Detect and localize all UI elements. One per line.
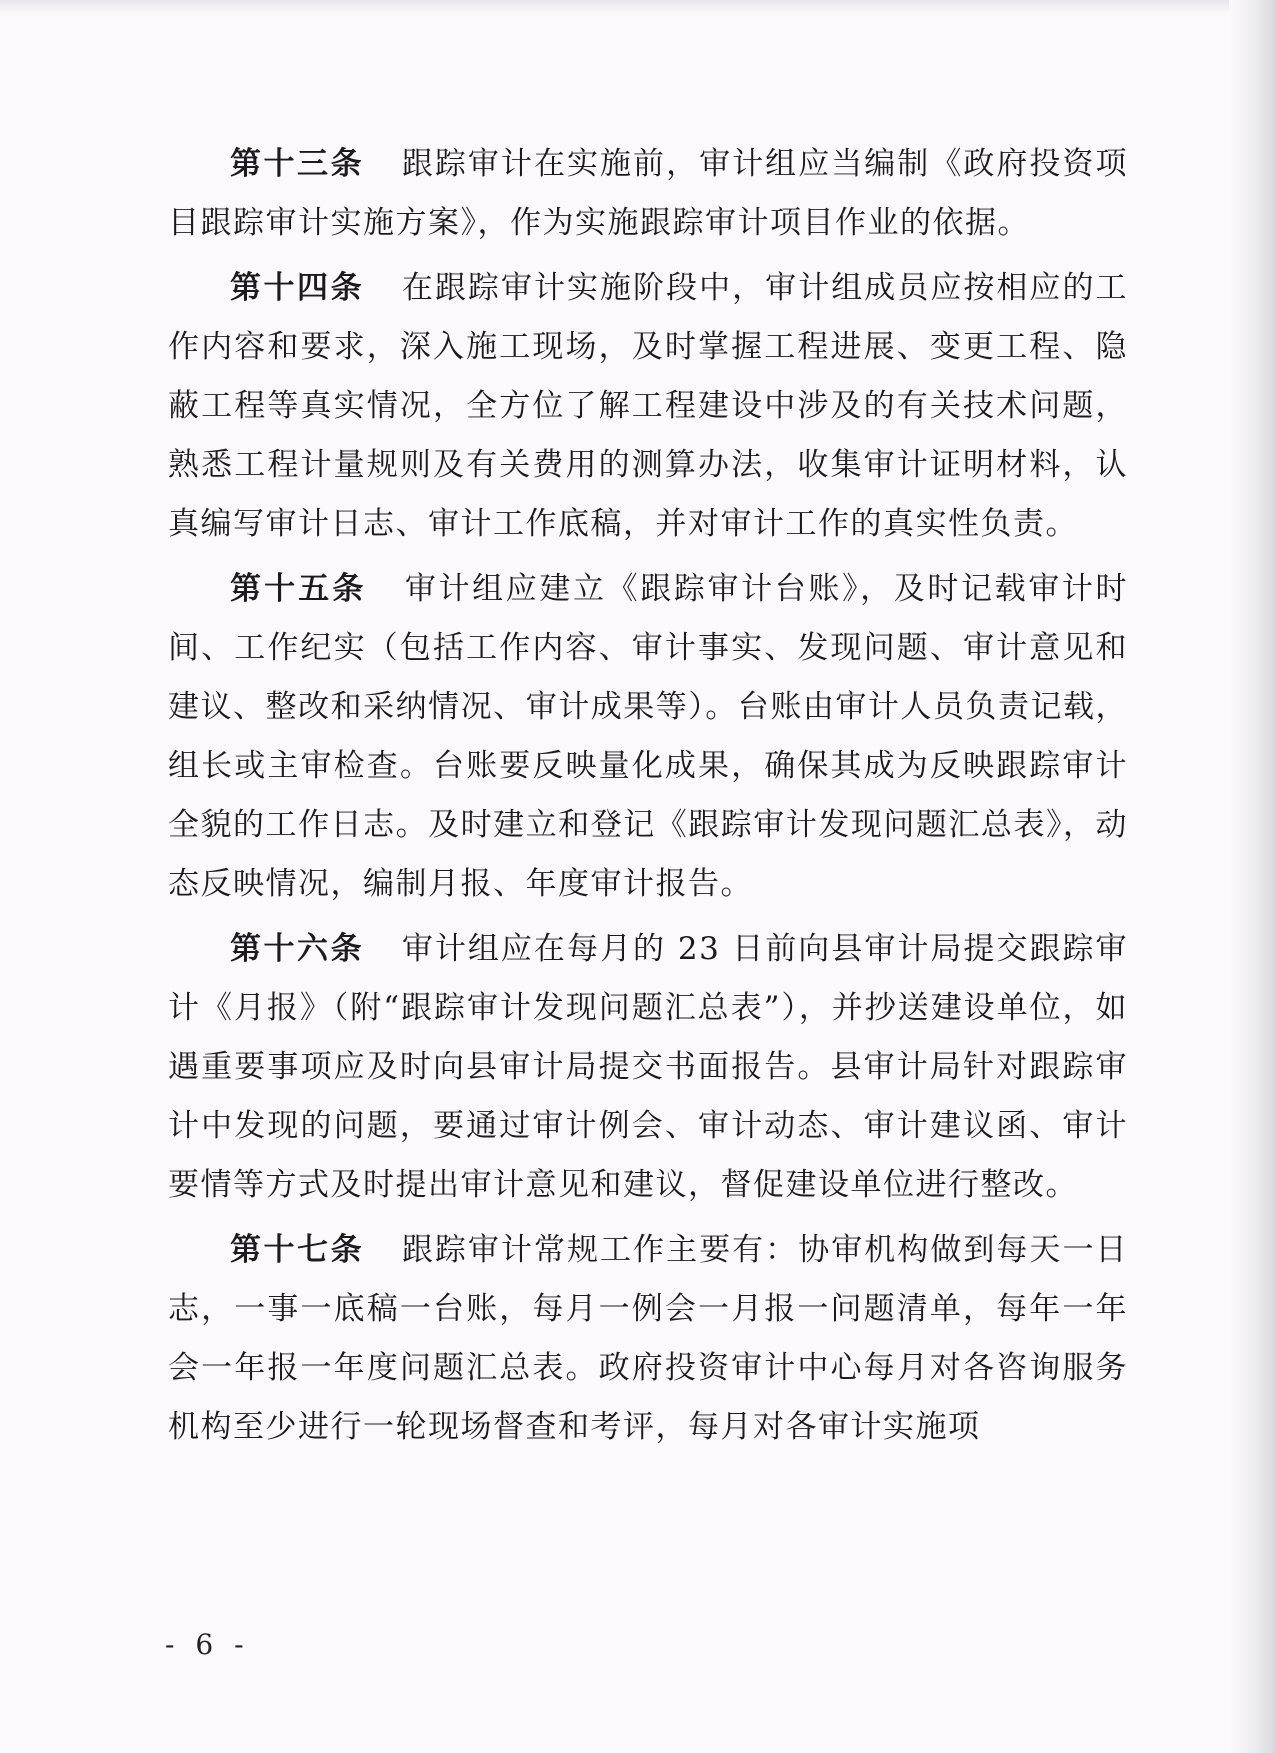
article-17 bbox=[168, 1221, 1128, 1457]
article-text: 跟踪审计常规工作主要有：协审机构做到每天一日志，一事一底稿一台账，每月一例会一月报一问题清单，每年一年会一年报一年度问题汇总表。政府投资审计中心每月对各咨询服务机构至少进行一轮现场督查和考评，每月对各审计实施项 bbox=[168, 1232, 1128, 1445]
article-title: 第十六条 bbox=[230, 931, 365, 967]
article-14 bbox=[168, 259, 1128, 554]
article-title: 第十七条 bbox=[230, 1232, 365, 1268]
article-16 bbox=[168, 920, 1128, 1215]
article-text: 跟踪审计在实施前，审计组应当编制《政府投资项目跟踪审计实施方案》，作为实施跟踪审计项目作业的依据。 bbox=[168, 146, 1128, 241]
article-text: 审计组应在每月的 23 日前向县审计局提交跟踪审计《月报》（附“跟踪审计发现问题汇总表”），并抄送建设单位，如遇重要事项应及时向县审计局提交书面报告。县审计局针对跟踪审计中发现的问题，要通过审计例会、审计动态、审计建议函、审计要情等方式及时提出审计意见和建议，督促建设单位进行整改。 bbox=[168, 931, 1129, 1203]
article-text: 审计组应建立《跟踪审计台账》，及时记载审计时间、工作纪实（包括工作内容、审计事实、发现问题、审计意见和建议、整改和采纳情况、审计成果等）。台账由审计人员负责记载，组长或主审检查。台账要反映量化成果，确保其成为反映跟踪审计全貌的工作日志。及时建立和登记《跟踪审计发现问题汇总表》，动态反映情况，编制月报、年度审计报告。 bbox=[168, 571, 1129, 902]
page-number: - 6 - bbox=[165, 1628, 250, 1661]
article-15 bbox=[168, 560, 1128, 914]
article-title: 第十三条 bbox=[230, 146, 365, 182]
article-title: 第十四条 bbox=[230, 270, 365, 306]
article-text: 在跟踪审计实施阶段中，审计组成员应按相应的工作内容和要求，深入施工现场，及时掌握工程进展、变更工程、隐蔽工程等真实情况，全方位了解工程建设中涉及的有关技术问题，熟悉工程计量规则及有关费用的测算办法，收集审计证明材料，认真编写审计日志、审计工作底稿，并对审计工作的真实性负责。 bbox=[168, 270, 1128, 542]
document-body bbox=[168, 135, 1128, 1463]
article-title: 第十五条 bbox=[230, 571, 367, 607]
article-13 bbox=[168, 135, 1128, 253]
